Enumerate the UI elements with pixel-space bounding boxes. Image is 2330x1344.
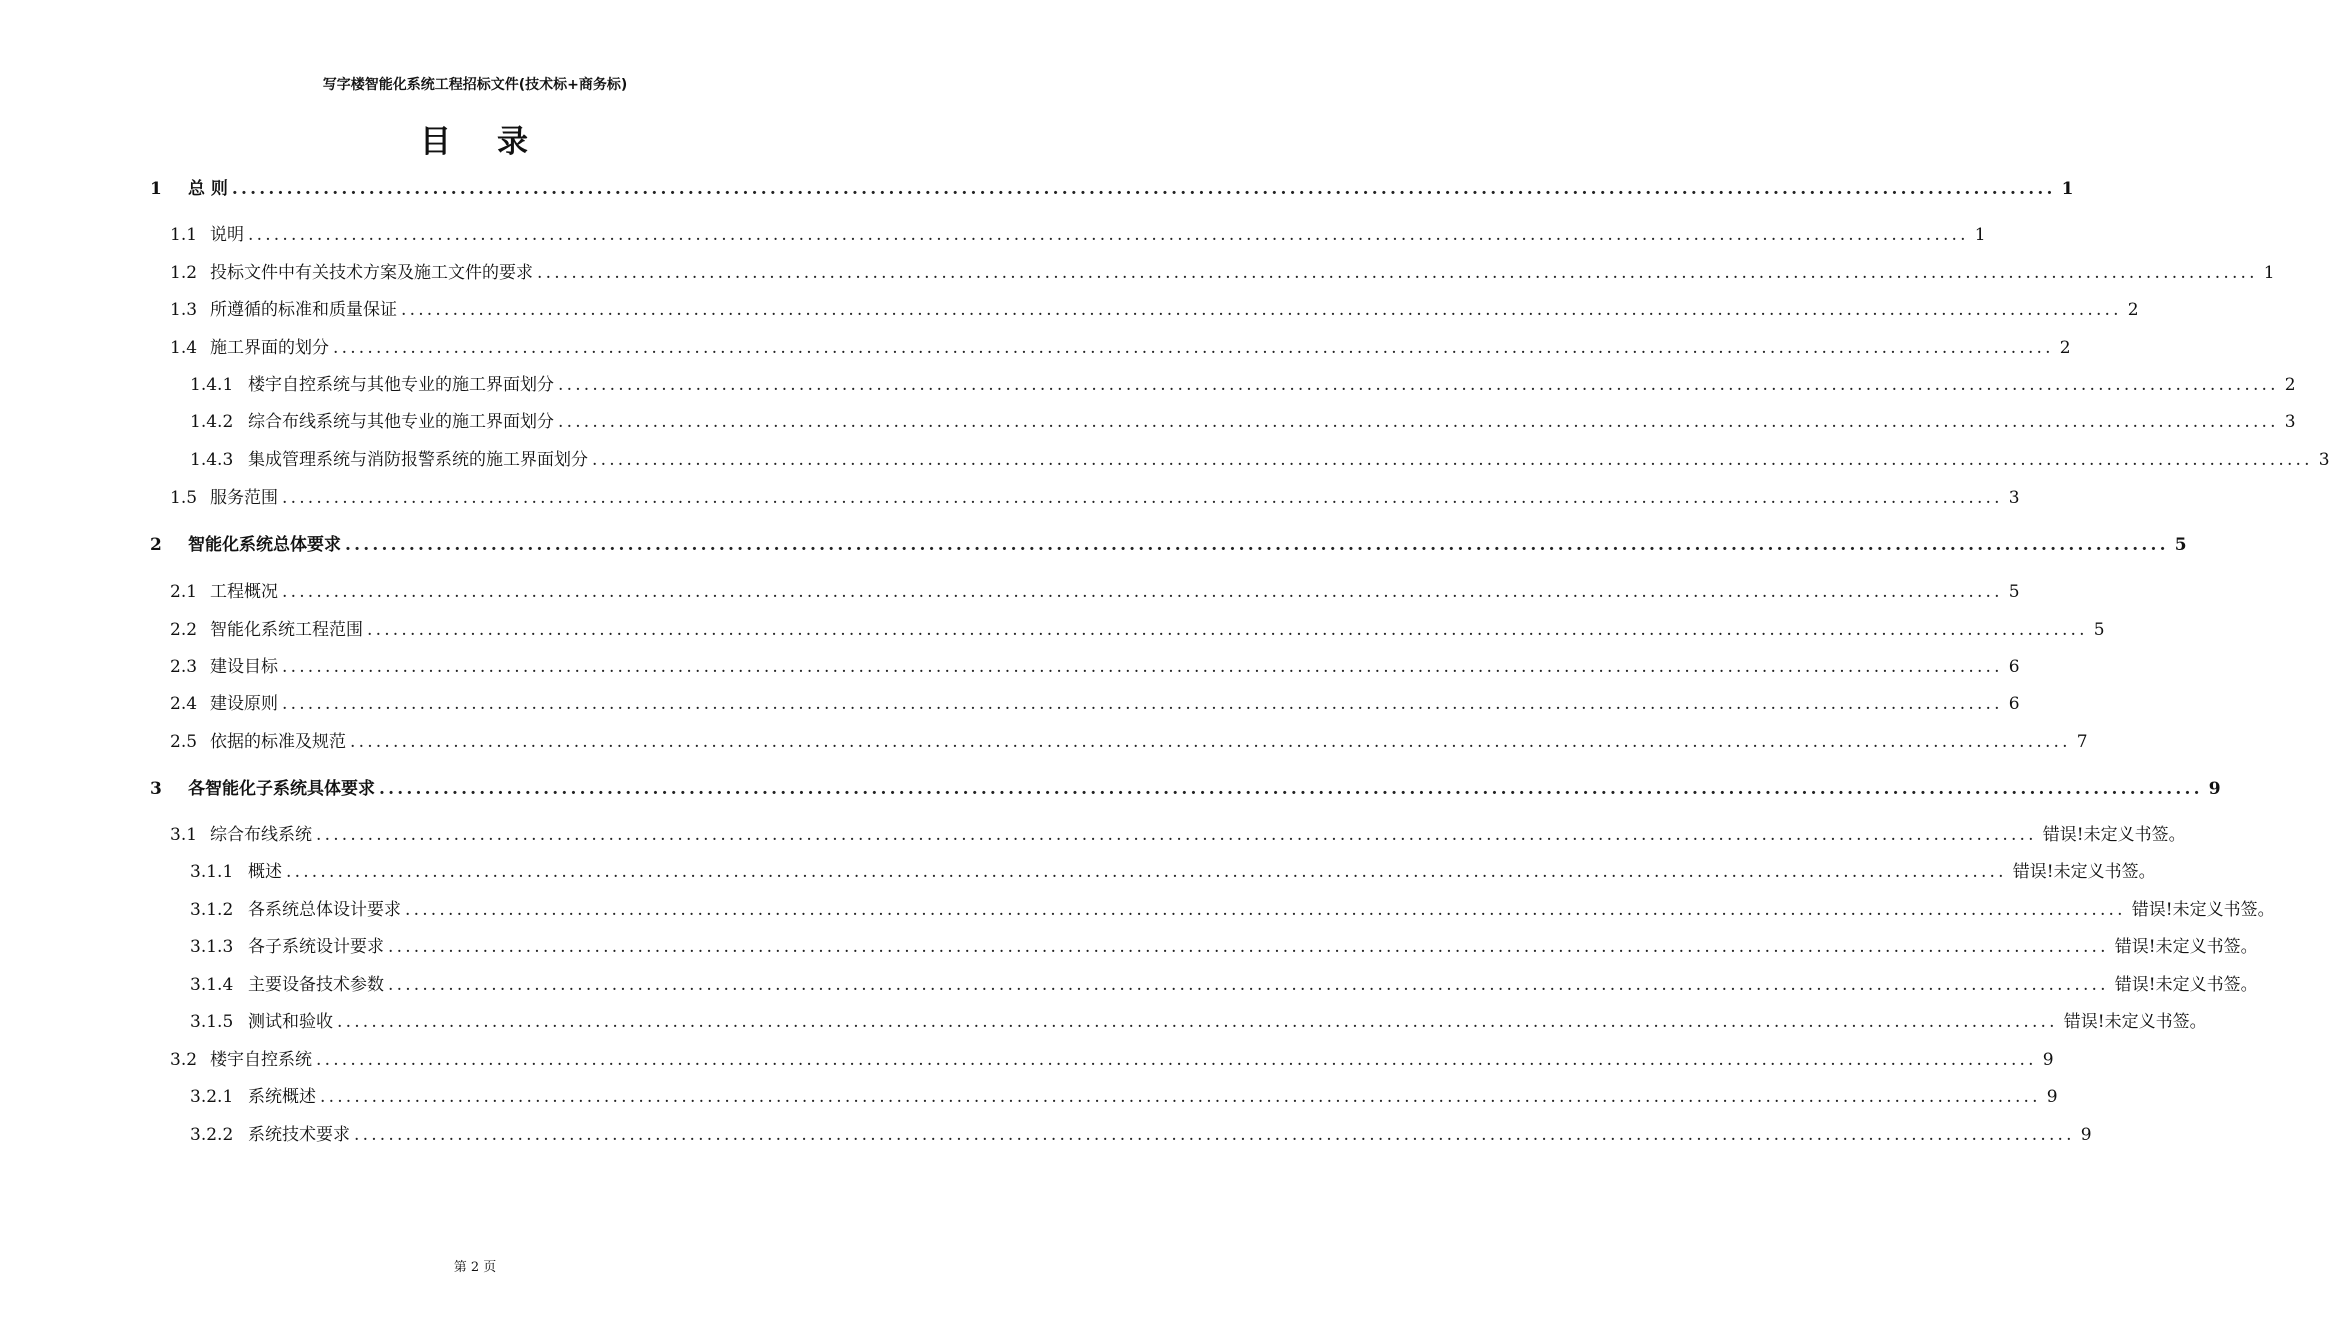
toc-entry-number: 2.1	[170, 582, 198, 602]
toc-entry[interactable]	[150, 691, 2020, 717]
toc-entry-title: 楼宇自控系统与其他专业的施工界面划分	[248, 375, 554, 395]
toc-entry-number: 3.1	[170, 825, 198, 845]
toc-entry[interactable]	[150, 897, 2275, 923]
toc-entry-page: 错误!未定义书签。	[2012, 862, 2156, 882]
toc-entry-number: 3.1.5	[190, 1012, 234, 1032]
toc-title	[0, 116, 950, 161]
toc-entry-title: 综合布线系统	[210, 825, 312, 845]
toc-entry[interactable]	[150, 1009, 2207, 1035]
toc-entry-page: 6	[2008, 657, 2020, 677]
toc-entry-page: 错误!未定义书签。	[2131, 900, 2275, 920]
toc-leader-dots: ........................................................................................................................................................................................................	[558, 412, 2279, 432]
toc-entry-number: 1.4.3	[190, 450, 234, 470]
toc-entry[interactable]	[150, 1084, 2058, 1110]
toc-entry-title: 概述	[248, 862, 282, 882]
toc-leader-dots: ........................................................................................................................................................................................................	[337, 1012, 2058, 1032]
toc-leader-dots: ........................................................................................................................................................................................................	[354, 1125, 2075, 1145]
toc-entry-number: 2.3	[170, 657, 198, 677]
page-footer: 第 2 页	[453, 1260, 497, 1275]
toc-entry-title: 工程概况	[210, 582, 278, 602]
toc-leader-dots: ........................................................................................................................................................................................................	[333, 338, 2054, 358]
toc-entry-title: 各系统总体设计要求	[248, 900, 401, 920]
toc-entry-title: 各智能化子系统具体要求	[188, 779, 375, 799]
toc-leader-dots: ........................................................................................................................................................................................................	[345, 535, 2169, 555]
toc-entry-title: 系统概述	[248, 1087, 316, 1107]
toc-leader-dots: ........................................................................................................................................................................................................	[282, 488, 2003, 508]
toc-entry[interactable]	[150, 447, 2330, 473]
toc-entry-number: 1.4.2	[190, 412, 234, 432]
toc-entry-number: 1.4.1	[190, 375, 234, 395]
toc-leader-dots: ........................................................................................................................................................................................................	[350, 732, 2071, 752]
toc-entry-page: 9	[2080, 1125, 2092, 1145]
toc-entry[interactable]	[150, 1122, 2092, 1148]
toc-leader-dots: ........................................................................................................................................................................................................	[231, 179, 2056, 199]
toc-entry-title: 总 则	[188, 179, 228, 199]
toc-entry-title: 建设目标	[210, 657, 278, 677]
toc-entry-page: 9	[2208, 779, 2221, 799]
toc-entry-title: 主要设备技术参数	[248, 975, 384, 995]
toc-entry[interactable]	[150, 372, 2296, 398]
toc-entry-number: 3.2.1	[190, 1087, 234, 1107]
toc-entry-number: 3.1.4	[190, 975, 234, 995]
toc-leader-dots: ........................................................................................................................................................................................................	[592, 450, 2313, 470]
toc-entry-title: 测试和验收	[248, 1012, 333, 1032]
toc-leader-dots: ........................................................................................................................................................................................................	[401, 300, 2122, 320]
toc-entry-number: 2	[150, 535, 162, 555]
page-header: 写字楼智能化系统工程招标文件(技术标+商务标)	[322, 77, 628, 93]
toc-entry[interactable]	[150, 776, 2221, 802]
toc-entry-title: 系统技术要求	[248, 1125, 350, 1145]
toc-entry-title: 各子系统设计要求	[248, 937, 384, 957]
toc-entry-number: 2.4	[170, 694, 198, 714]
toc-entry-number: 3.1.2	[190, 900, 234, 920]
toc-entry-page: 7	[2076, 732, 2088, 752]
toc-entry-page: 错误!未定义书签。	[2063, 1012, 2207, 1032]
toc-entry-title: 投标文件中有关技术方案及施工文件的要求	[210, 263, 533, 283]
toc-entry-page: 5	[2093, 620, 2105, 640]
toc-leader-dots: ........................................................................................................................................................................................................	[379, 779, 2203, 799]
toc-entry-page: 3	[2284, 412, 2296, 432]
toc-entry-number: 1.2	[170, 263, 198, 283]
toc-entry-page: 1	[2061, 179, 2074, 199]
toc-leader-dots: ........................................................................................................................................................................................................	[248, 225, 1969, 245]
toc-entry-page: 错误!未定义书签。	[2114, 975, 2258, 995]
toc-entry-number: 1.1	[170, 225, 198, 245]
toc-entry-number: 2.5	[170, 732, 198, 752]
toc-entry[interactable]	[150, 654, 2020, 680]
toc-entry-number: 1	[150, 179, 162, 199]
toc-entry[interactable]	[150, 1047, 2054, 1073]
toc-leader-dots: ........................................................................................................................................................................................................	[282, 657, 2003, 677]
toc-entry-page: 1	[2263, 263, 2275, 283]
toc-leader-dots: ........................................................................................................................................................................................................	[388, 937, 2109, 957]
toc-entry-page: 2	[2127, 300, 2139, 320]
toc-entry-page: 错误!未定义书签。	[2042, 825, 2186, 845]
toc-leader-dots: ........................................................................................................................................................................................................	[388, 975, 2109, 995]
toc-entry-page: 9	[2046, 1087, 2058, 1107]
toc-entry-title: 所遵循的标准和质量保证	[210, 300, 397, 320]
toc-entry-page: 3	[2008, 488, 2020, 508]
toc-entry-number: 3.1.3	[190, 937, 234, 957]
toc-entry-title: 综合布线系统与其他专业的施工界面划分	[248, 412, 554, 432]
toc-entry[interactable]	[150, 859, 2156, 885]
toc-entry-number: 3.2	[170, 1050, 198, 1070]
toc-entry-page: 5	[2008, 582, 2020, 602]
toc-entry-title: 楼宇自控系统	[210, 1050, 312, 1070]
toc-entry[interactable]	[150, 297, 2139, 323]
toc-entry-title: 服务范围	[210, 488, 278, 508]
toc-entry[interactable]	[150, 222, 1986, 248]
toc-entry-title: 依据的标准及规范	[210, 732, 346, 752]
toc-leader-dots: ........................................................................................................................................................................................................	[367, 620, 2088, 640]
toc-entry[interactable]	[150, 934, 2258, 960]
toc-entry-title: 智能化系统总体要求	[188, 535, 341, 555]
toc-leader-dots: ........................................................................................................................................................................................................	[316, 825, 2037, 845]
toc-entry-page: 3	[2318, 450, 2330, 470]
toc-entry-page: 1	[1974, 225, 1986, 245]
toc-entry-page: 错误!未定义书签。	[2114, 937, 2258, 957]
toc-entry-page: 5	[2174, 535, 2187, 555]
toc-leader-dots: ........................................................................................................................................................................................................	[282, 582, 2003, 602]
toc-entry[interactable]	[150, 485, 2020, 511]
toc-title-char-2: 录	[497, 124, 530, 160]
toc-entry[interactable]	[150, 972, 2258, 998]
toc-leader-dots: ........................................................................................................................................................................................................	[316, 1050, 2037, 1070]
toc-entry-title: 集成管理系统与消防报警系统的施工界面划分	[248, 450, 588, 470]
toc-entry-page: 9	[2042, 1050, 2054, 1070]
toc-leader-dots: ........................................................................................................................................................................................................	[558, 375, 2279, 395]
toc-title-char-1: 目	[420, 124, 453, 160]
toc-entry[interactable]	[150, 617, 2105, 643]
toc-entry-page: 2	[2284, 375, 2296, 395]
toc-entry-number: 1.5	[170, 488, 198, 508]
toc-entry[interactable]	[150, 532, 2187, 558]
toc-leader-dots: ........................................................................................................................................................................................................	[282, 694, 2003, 714]
toc-leader-dots: ........................................................................................................................................................................................................	[320, 1087, 2041, 1107]
toc-leader-dots: ........................................................................................................................................................................................................	[286, 862, 2007, 882]
toc-entry-number: 1.3	[170, 300, 198, 320]
toc-leader-dots: ........................................................................................................................................................................................................	[537, 263, 2258, 283]
toc-entry[interactable]	[150, 729, 2088, 755]
toc-entry[interactable]	[150, 822, 2186, 848]
toc-entry-page: 2	[2059, 338, 2071, 358]
toc-entry[interactable]	[150, 176, 2074, 202]
toc-entry-title: 说明	[210, 225, 244, 245]
toc-entry-number: 1.4	[170, 338, 198, 358]
toc-entry[interactable]	[150, 335, 2071, 361]
toc-entry-number: 3.2.2	[190, 1125, 234, 1145]
toc-entry-number: 3.1.1	[190, 862, 234, 882]
toc-entry-number: 2.2	[170, 620, 198, 640]
toc-entry-title: 智能化系统工程范围	[210, 620, 363, 640]
toc-entry-title: 施工界面的划分	[210, 338, 329, 358]
toc-leader-dots: ........................................................................................................................................................................................................	[405, 900, 2126, 920]
toc-entry-title: 建设原则	[210, 694, 278, 714]
toc-entry[interactable]	[150, 260, 2275, 286]
toc-entry[interactable]	[150, 409, 2296, 435]
toc-entry[interactable]	[150, 579, 2020, 605]
toc-entry-page: 6	[2008, 694, 2020, 714]
toc-entry-number: 3	[150, 779, 162, 799]
